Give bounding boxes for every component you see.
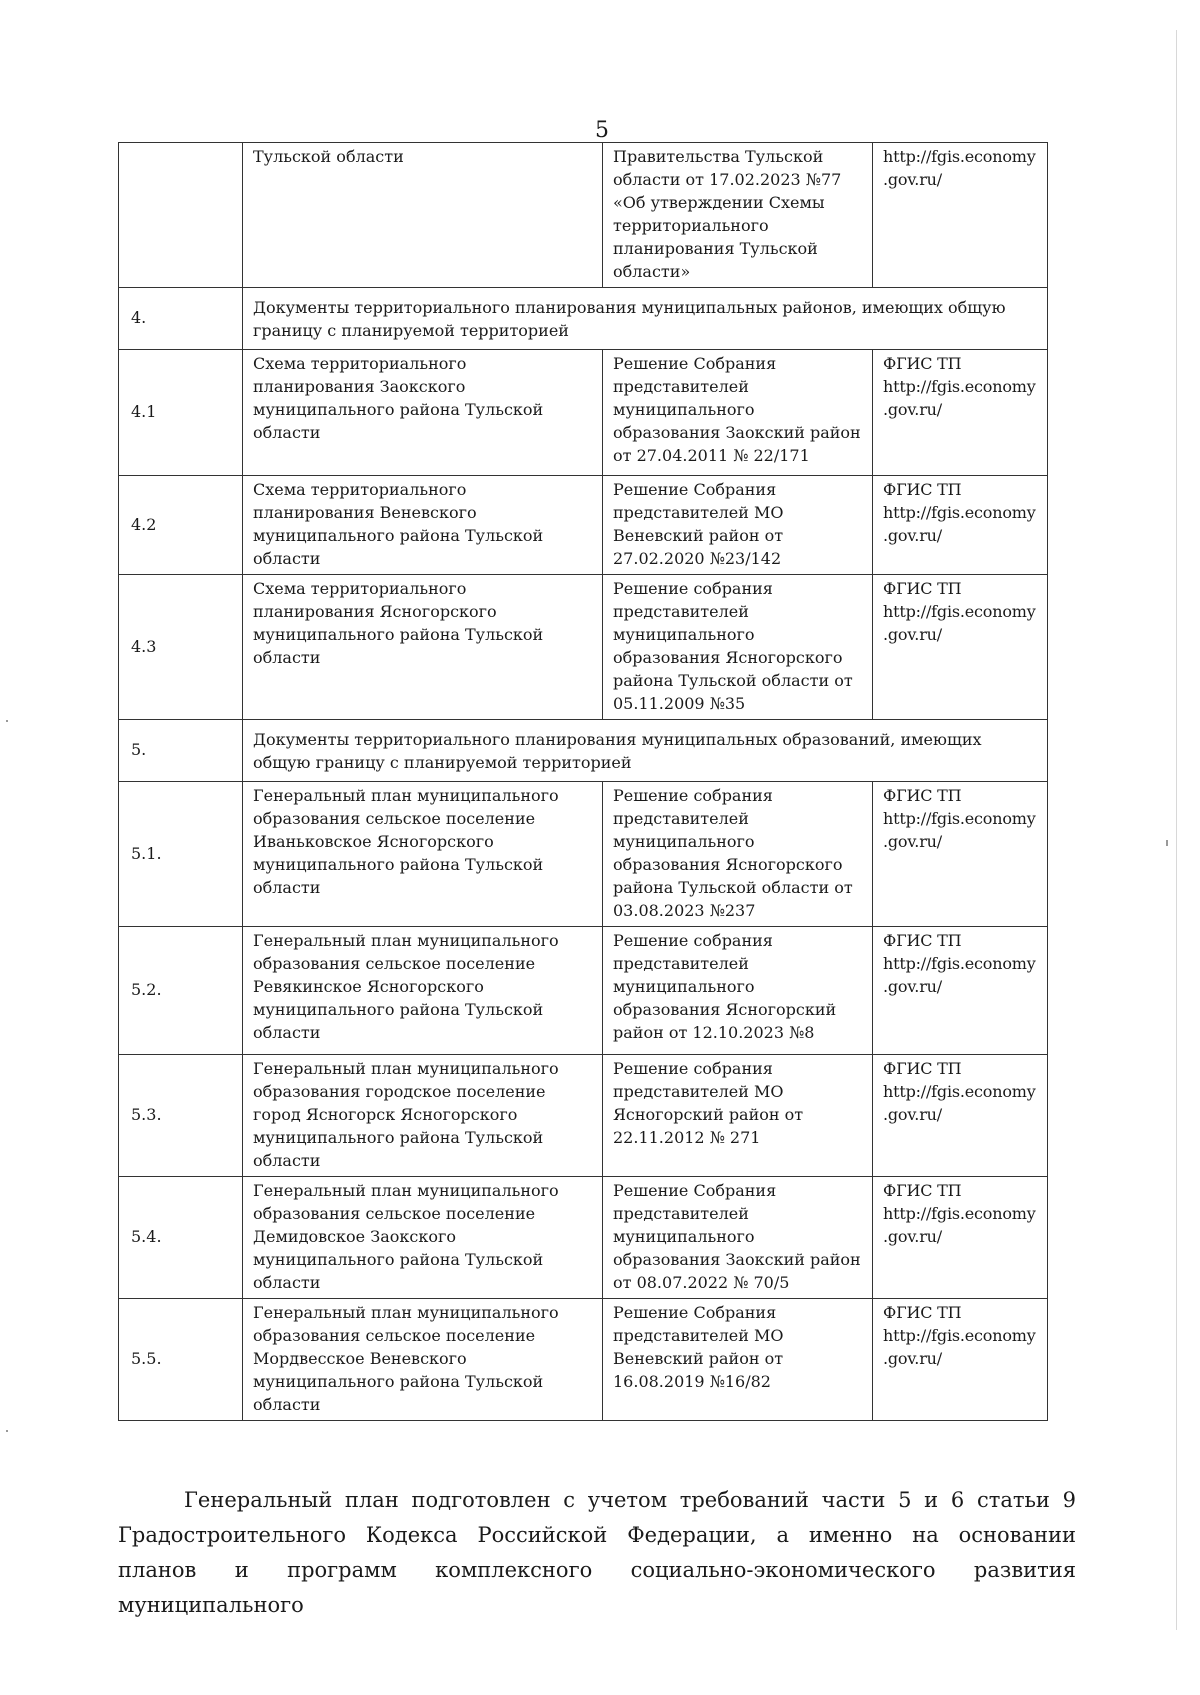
row-number: 5.1.	[119, 782, 243, 927]
approval-decision: Решение собрания представителей МО Ясногорский район от 22.11.2012 № 271	[603, 1055, 873, 1177]
row-number: 5.4.	[119, 1177, 243, 1299]
source-label: ФГИС ТП	[883, 579, 962, 598]
row-number	[119, 143, 243, 288]
table-row	[119, 782, 1048, 927]
document-name: Схема территориального планирования Заокского муниципального района Тульской области	[243, 350, 603, 476]
source-url: http://fgis.economy.gov.ru/	[883, 1326, 1036, 1368]
approval-decision: Решение собрания представителей муниципального образования Ясногорского района Тульской области от 03.08.2023 №237	[603, 782, 873, 927]
table-row	[119, 1299, 1048, 1421]
section-title: Документы территориального планирования муниципальных районов, имеющих общую границу с планируемой территорией	[243, 288, 1048, 350]
approval-decision: Решение Собрания представителей муниципального образования Заокский район от 08.07.2022 № 70/5	[603, 1177, 873, 1299]
row-number: 5.	[119, 720, 243, 782]
body-paragraph: Генеральный план подготовлен с учетом требований части 5 и 6 статьи 9 Градостроительного Кодекса Российской Федерации, а именно на основании планов и программ комплексного социально-экономического развития муниципального	[118, 1488, 1076, 1617]
source-cell	[873, 1055, 1048, 1177]
source-label: ФГИС ТП	[883, 786, 962, 805]
source-label: ФГИС ТП	[883, 1059, 962, 1078]
document-name: Генеральный план муниципального образования сельское поселение Мордвесское Веневского муниципального района Тульской области	[243, 1299, 603, 1421]
document-name: Генеральный план муниципального образования сельское поселение Демидовское Заокского муниципального района Тульской области	[243, 1177, 603, 1299]
source-cell	[873, 476, 1048, 575]
source-label: ФГИС ТП	[883, 1303, 962, 1322]
table-body	[119, 143, 1048, 1421]
row-number: 4.2	[119, 476, 243, 575]
document-name: Тульской области	[243, 143, 603, 288]
document-name: Генеральный план муниципального образования сельское поселение Ревякинское Ясногорского муниципального района Тульской области	[243, 927, 603, 1055]
table-row	[119, 476, 1048, 575]
table-row	[119, 350, 1048, 476]
source-url: http://fgis.economy.gov.ru/	[883, 147, 1036, 189]
document-name: Схема территориального планирования Веневского муниципального района Тульской области	[243, 476, 603, 575]
row-number: 5.3.	[119, 1055, 243, 1177]
source-label: ФГИС ТП	[883, 480, 962, 499]
section-row	[119, 720, 1048, 782]
source-url: http://fgis.economy.gov.ru/	[883, 809, 1036, 851]
source-label: ФГИС ТП	[883, 931, 962, 950]
source-cell	[873, 143, 1048, 288]
approval-decision: Правительства Тульской области от 17.02.2023 №77 «Об утверждении Схемы территориального планирования Тульской области»	[603, 143, 873, 288]
scan-speck	[6, 720, 8, 722]
table-row	[119, 143, 1048, 288]
document-name: Схема территориального планирования Ясногорского муниципального района Тульской области	[243, 575, 603, 720]
source-label: ФГИС ТП	[883, 1181, 962, 1200]
source-url: http://fgis.economy.gov.ru/	[883, 1082, 1036, 1124]
approval-decision: Решение Собрания представителей МО Веневский район от 16.08.2019 №16/82	[603, 1299, 873, 1421]
source-url: http://fgis.economy.gov.ru/	[883, 1204, 1036, 1246]
document-name: Генеральный план муниципального образования сельское поселение Иваньковское Ясногорского муниципального района Тульской области	[243, 782, 603, 927]
document-name: Генеральный план муниципального образования городское поселение город Ясногорск Ясногорского муниципального района Тульской области	[243, 1055, 603, 1177]
source-cell	[873, 575, 1048, 720]
table-row	[119, 1177, 1048, 1299]
row-number: 4.	[119, 288, 243, 350]
source-cell	[873, 1299, 1048, 1421]
page-number: 5	[595, 118, 609, 143]
approval-decision: Решение Собрания представителей МО Веневский район от 27.02.2020 №23/142	[603, 476, 873, 575]
scan-edge-line	[1176, 30, 1177, 1630]
source-label: ФГИС ТП	[883, 354, 962, 373]
row-number: 4.3	[119, 575, 243, 720]
row-number: 5.5.	[119, 1299, 243, 1421]
documents-table	[118, 142, 1048, 1421]
source-cell	[873, 1177, 1048, 1299]
source-url: http://fgis.economy.gov.ru/	[883, 503, 1036, 545]
source-cell	[873, 782, 1048, 927]
source-url: http://fgis.economy.gov.ru/	[883, 954, 1036, 996]
section-row	[119, 288, 1048, 350]
table-row	[119, 1055, 1048, 1177]
source-url: http://fgis.economy.gov.ru/	[883, 377, 1036, 419]
source-cell	[873, 350, 1048, 476]
row-number: 5.2.	[119, 927, 243, 1055]
approval-decision: Решение Собрания представителей муниципального образования Заокский район от 27.04.2011 № 22/171	[603, 350, 873, 476]
table-row	[119, 927, 1048, 1055]
table-row	[119, 575, 1048, 720]
row-number: 4.1	[119, 350, 243, 476]
scan-speck	[6, 1430, 8, 1432]
source-cell	[873, 927, 1048, 1055]
approval-decision: Решение собрания представителей муниципального образования Ясногорского района Тульской области от 05.11.2009 №35	[603, 575, 873, 720]
source-url: http://fgis.economy.gov.ru/	[883, 602, 1036, 644]
section-title: Документы территориального планирования муниципальных образований, имеющих общую границу с планируемой территорией	[243, 720, 1048, 782]
scan-speck	[1166, 840, 1168, 846]
approval-decision: Решение собрания представителей муниципального образования Ясногорский район от 12.10.2023 №8	[603, 927, 873, 1055]
